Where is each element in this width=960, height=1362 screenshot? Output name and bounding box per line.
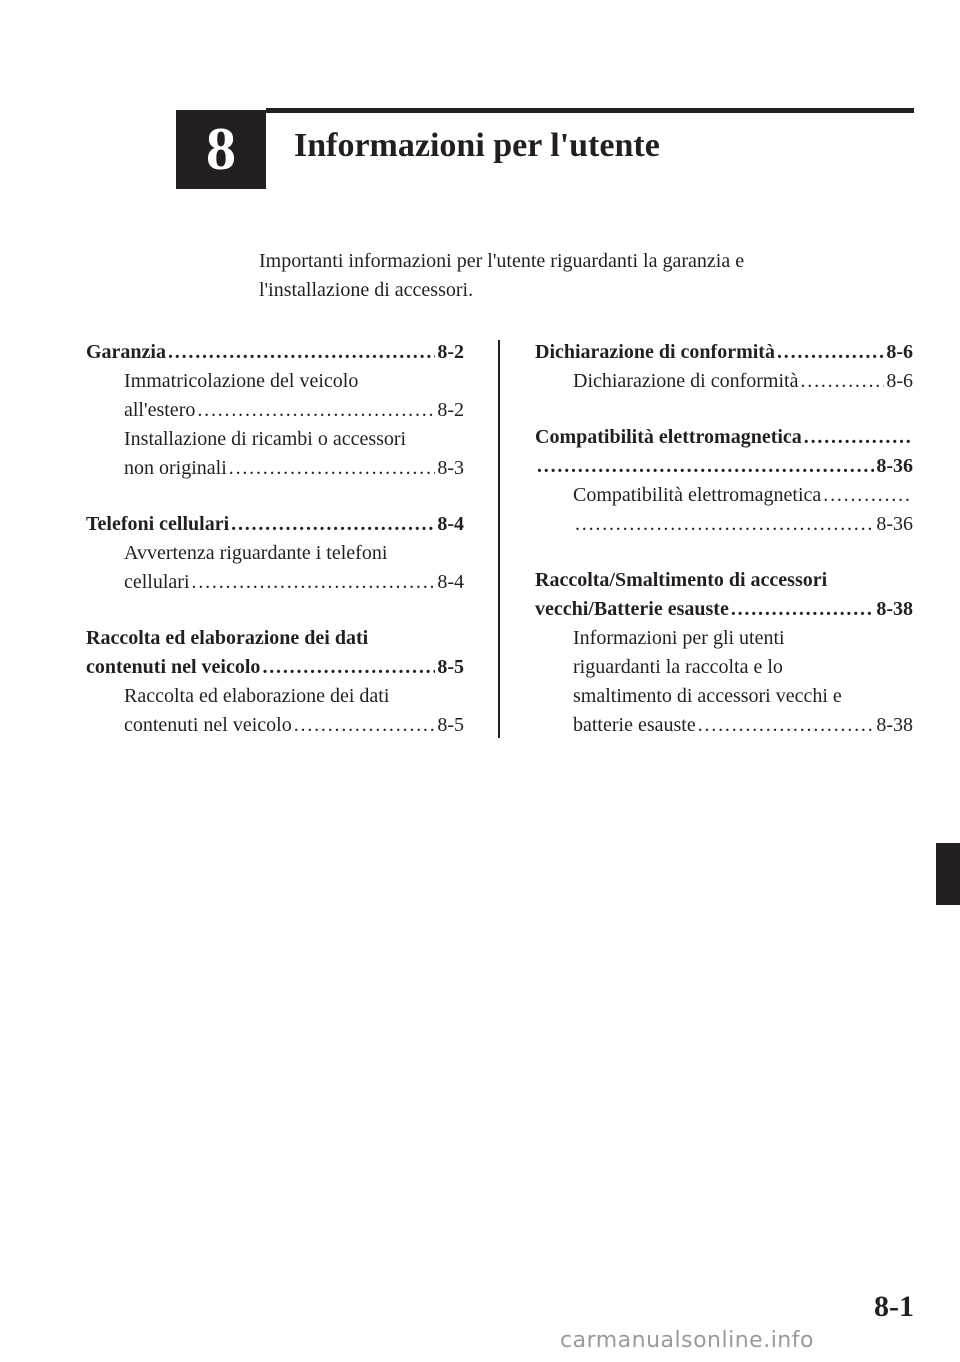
- intro-line-2: l'installazione di accessori.: [259, 279, 474, 301]
- toc-section-smaltimento: [535, 566, 913, 740]
- toc-right-column: [535, 338, 913, 767]
- chapter-title: Informazioni per l'utente: [294, 127, 660, 164]
- toc-heading-raccolta-dati[interactable]: Raccolta ed elaborazione dei dati contenuti nel veicolo . . . 8-5: [86, 624, 464, 682]
- toc-left-column: [86, 338, 464, 767]
- chapter-intro: [259, 247, 859, 305]
- header-rule: [266, 108, 914, 113]
- chapter-side-tab: [936, 843, 960, 905]
- toc-entry-smaltimento[interactable]: Informazioni per gli utenti riguardanti la raccolta e lo smaltimento di accessori vecchi e batterie esauste . . . 8-38: [535, 624, 913, 740]
- toc-entry-immatricolazione[interactable]: Immatricolazione del veicolo all'estero . . . 8-2: [86, 367, 464, 425]
- toc-heading-smaltimento[interactable]: Raccolta/Smaltimento di accessori vecchi/Batterie esauste . . . 8-38: [535, 566, 913, 624]
- intro-line-1: Importanti informazioni per l'utente riguardanti la garanzia e: [259, 250, 745, 272]
- toc-section-conformita: [535, 338, 913, 396]
- toc-entry-raccolta-dati[interactable]: Raccolta ed elaborazione dei dati contenuti nel veicolo . . . 8-5: [86, 682, 464, 740]
- toc-entry-conformita[interactable]: Dichiarazione di conformità . . . 8-6: [535, 367, 913, 396]
- toc-heading-garanzia[interactable]: Garanzia . . . 8-2: [86, 338, 464, 367]
- toc-entry-avvertenza-telefoni[interactable]: Avvertenza riguardante i telefoni cellulari . . . 8-4: [86, 539, 464, 597]
- page-number: 8-1: [874, 1290, 914, 1323]
- toc-section-garanzia: [86, 338, 464, 483]
- toc-section-raccolta-dati: [86, 624, 464, 740]
- toc-heading-compatibilita[interactable]: Compatibilità elettromagnetica . . . . . . 8-36: [535, 423, 913, 481]
- column-divider: [498, 340, 500, 738]
- toc-heading-conformita[interactable]: Dichiarazione di conformità . . . 8-6: [535, 338, 913, 367]
- watermark: carmanualsonline.info: [560, 1328, 814, 1353]
- toc-entry-installazione[interactable]: Installazione di ricambi o accessori non originali . . . 8-3: [86, 425, 464, 483]
- toc-heading-telefoni[interactable]: Telefoni cellulari . . . 8-4: [86, 510, 464, 539]
- toc-section-compatibilita: [535, 423, 913, 539]
- toc-entry-compatibilita[interactable]: Compatibilità elettromagnetica . . . . . . 8-36: [535, 481, 913, 539]
- chapter-number-box: [176, 110, 266, 189]
- chapter-number: 8: [206, 116, 236, 182]
- toc-section-telefoni: [86, 510, 464, 597]
